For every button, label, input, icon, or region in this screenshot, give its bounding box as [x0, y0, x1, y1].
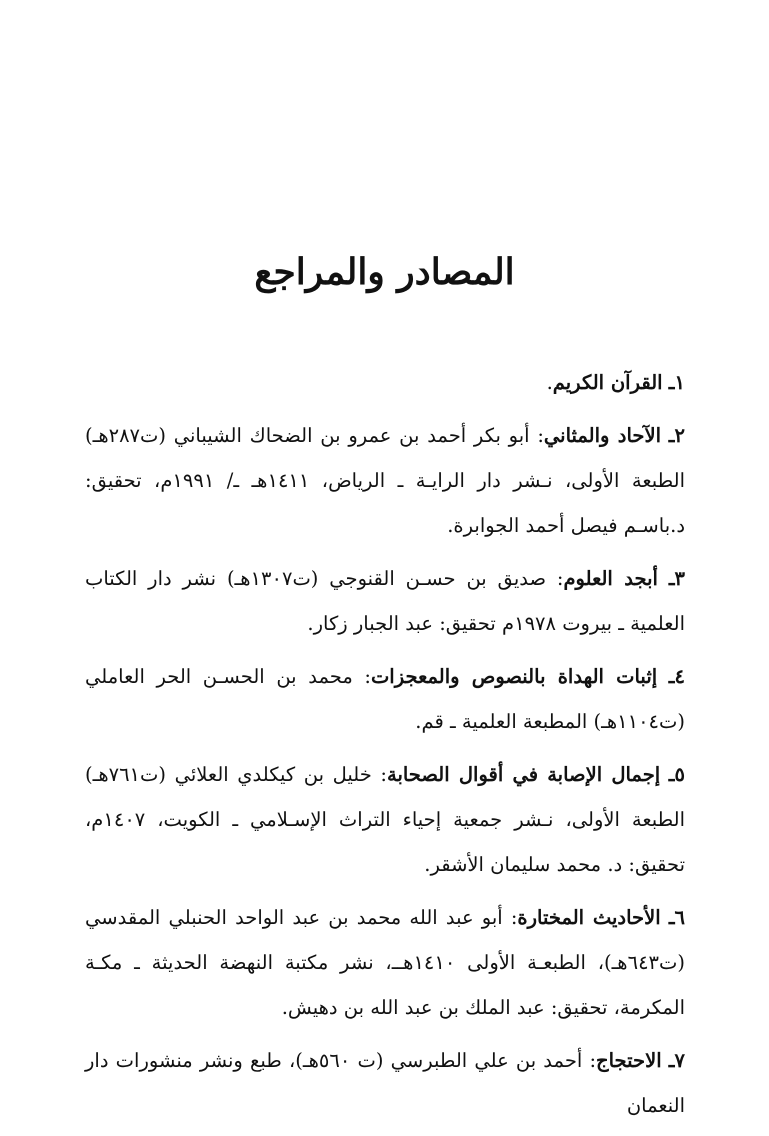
reference-details: : محمد بن الحسـن الحر العاملي (ت١١٠٤هـ) المطبعة العلمية ـ قم.: [85, 665, 685, 733]
reference-item: [85, 1038, 685, 1128]
reference-number: ٥ـ: [668, 763, 685, 786]
reference-title: إجمال الإصابة في أقوال الصحابة: [386, 763, 661, 786]
reference-item: [85, 654, 685, 744]
reference-details: : خليل بن كيكلدي العلائي (ت٧٦١هـ) الطبعة الأولى، نـشر جمعية إحياء التراث الإسـلامي ـ الكويت، ١٤٠٧م، تحقيق: د. محمد سليمان الأشقر.: [85, 763, 685, 876]
page-title: المصادر والمراجع: [254, 251, 515, 293]
reference-list: [85, 360, 685, 1136]
reference-title: الأحاديث المختارة: [517, 906, 661, 929]
reference-number: ٢ـ: [668, 424, 685, 447]
reference-item: [85, 895, 685, 1030]
reference-item: [85, 556, 685, 646]
reference-details: .: [546, 371, 553, 394]
reference-number: ٣ـ: [668, 567, 686, 590]
reference-details: : أبو عبد الله محمد بن عبد الواحد الحنبلي المقدسي (ت٦٤٣هـ)، الطبعـة الأولى ١٤١٠هــ، نشر مكتبة النهضة الحديثة ـ مكـة المكرمة، تحقيق: عبد الملك بن عبد الله بن دهيش.: [85, 906, 685, 1019]
reference-details: : أحمد بن علي الطبرسي (ت ٥٦٠هـ)، طبع ونشر منشورات دار النعمان: [85, 1049, 685, 1117]
reference-item: [85, 413, 685, 548]
reference-title: أبجد العلوم: [563, 567, 658, 590]
reference-title: الاحتجاج: [596, 1049, 662, 1072]
reference-title: القرآن الكريم: [552, 371, 663, 394]
reference-title: الآحاد والمثاني: [543, 424, 662, 447]
reference-number: ٦ـ: [668, 906, 686, 929]
reference-item: [85, 752, 685, 887]
reference-details: : صديق بن حسـن القنوجي (ت١٣٠٧هـ) نشر دار الكتاب العلمية ـ بيروت ١٩٧٨م تحقيق: عبد الجبار زكار.: [85, 567, 685, 635]
reference-details: : أبو بكر أحمد بن عمرو بن الضحاك الشيباني (ت٢٨٧هـ) الطبعة الأولى، نـشر دار الرايـة ـ الرياض، ١٤١١هـ ـ/ ١٩٩١م، تحقيق: د.باسـم فيصل أحمد الجوابرة.: [85, 424, 685, 537]
reference-number: ٧ـ: [668, 1049, 685, 1072]
reference-number: ٤ـ: [668, 665, 685, 688]
reference-item: [85, 360, 685, 405]
reference-number: ١ـ: [668, 371, 685, 394]
reference-title: إثبات الهداة بالنصوص والمعجزات: [370, 665, 658, 688]
